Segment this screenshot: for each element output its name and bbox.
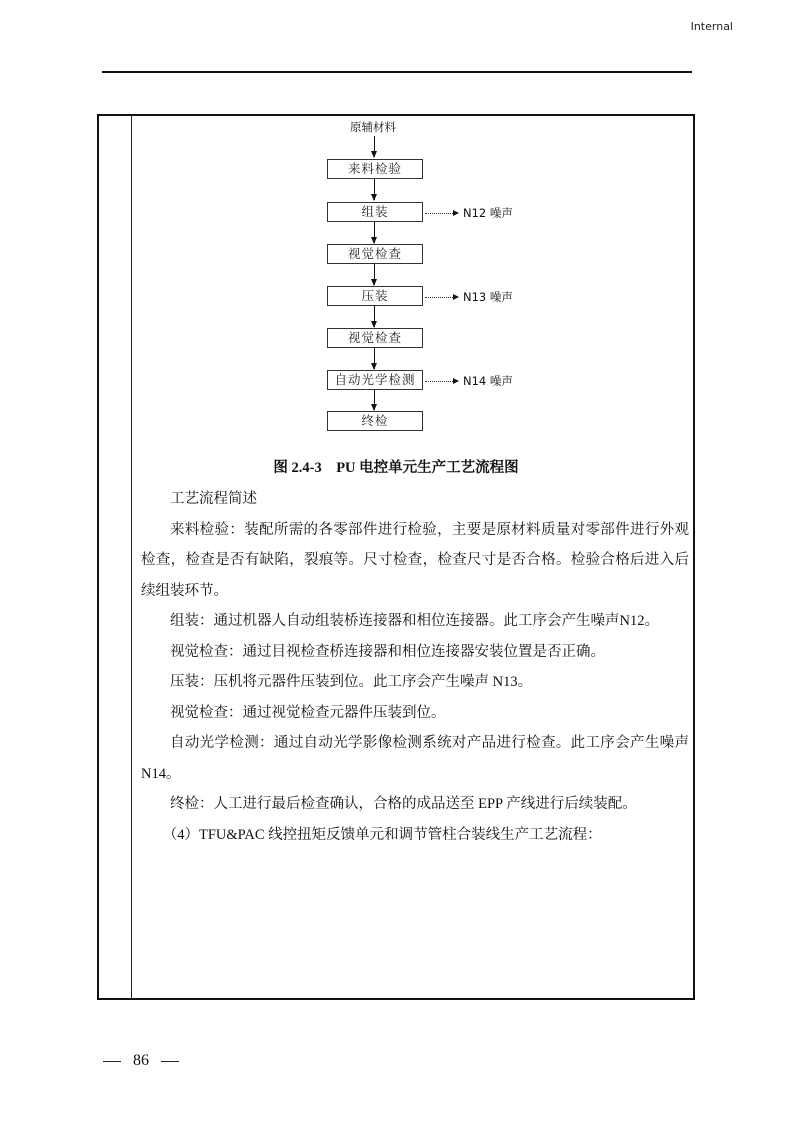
paragraph-visual-inspection: 视觉检查：通过目视检查桥连接器和相位连接器安装位置是否正确。	[170, 643, 605, 660]
flow-source-label: 原辅材料	[350, 120, 396, 134]
page-footer	[103, 1052, 191, 1070]
page-number: 86	[133, 1052, 149, 1069]
noise-label: N12 噪声	[463, 206, 513, 220]
flow-step-assembly: 组装	[327, 202, 423, 222]
flow-step-final-inspection: 终检	[327, 411, 423, 431]
paragraph-final-inspection: 终检：人工进行最后检查确认，合格的成品送至 EPP 产线进行后续装配。	[170, 796, 637, 812]
flow-step-press-fit: 压装	[327, 286, 423, 306]
arrow-right-icon	[453, 378, 459, 384]
figure-caption: 图 2.4-3 PU 电控单元生产工艺流程图	[273, 460, 519, 476]
subsection-heading: （4）TFU&PAC 线控扭矩反馈单元和调节管柱合装线生产工艺流程：	[162, 826, 602, 843]
paragraph-incoming-inspection: 来料检验：装配所需的各零部件进行检验，主要是原材料质量对零部件进行外观检查，检查是否有缺陷，裂痕等。尺寸检查，检查尺寸是否合格。检验合格后进入后续组装环节。	[141, 521, 689, 599]
section-title: 工艺流程简述	[170, 491, 257, 507]
flow-step-incoming-inspection: 来料检验	[327, 159, 423, 179]
paragraph-aoi: 自动光学检测：通过自动光学影像检测系统对产品进行检查。此工序会产生噪声 N14。	[141, 735, 689, 782]
paragraph-assembly: 组装：通过机器人自动组装桥连接器和相位连接器。此工序会产生噪声N12。	[170, 613, 659, 629]
flow-arrow-icon	[374, 306, 375, 327]
flow-arrow-icon	[374, 179, 375, 200]
dash-left	[103, 1061, 121, 1062]
paragraph-press-fit: 压装：压机将元器件压装到位。此工序会产生噪声 N13。	[170, 674, 533, 690]
noise-label: N13 噪声	[463, 290, 513, 304]
flow-arrow-icon	[374, 390, 375, 410]
noise-source-n13	[425, 289, 513, 305]
process-description	[141, 484, 689, 850]
flow-arrow-icon	[374, 264, 375, 285]
content-table	[97, 114, 695, 1000]
dotted-line	[425, 297, 453, 298]
dotted-line	[425, 381, 453, 382]
noise-source-n12	[425, 205, 513, 221]
header-rule	[102, 71, 692, 73]
paragraph-visual-inspection-2: 视觉检查：通过视觉检查元器件压装到位。	[170, 704, 446, 721]
dotted-line	[425, 213, 453, 214]
noise-source-n14	[425, 373, 513, 389]
process-flowchart	[99, 116, 693, 446]
noise-label: N14 噪声	[463, 374, 513, 388]
flow-arrow-icon	[374, 348, 375, 369]
dash-right	[161, 1061, 179, 1062]
flow-step-visual-inspection: 视觉检查	[327, 244, 423, 264]
flow-step-aoi: 自动光学检测	[327, 370, 423, 390]
arrow-right-icon	[453, 294, 459, 300]
flow-step-visual-inspection-2: 视觉检查	[327, 328, 423, 348]
document-classification-label: Internal	[690, 20, 733, 33]
arrow-right-icon	[453, 210, 459, 216]
flow-arrow-icon	[374, 222, 375, 243]
flow-arrow-icon	[374, 136, 375, 157]
